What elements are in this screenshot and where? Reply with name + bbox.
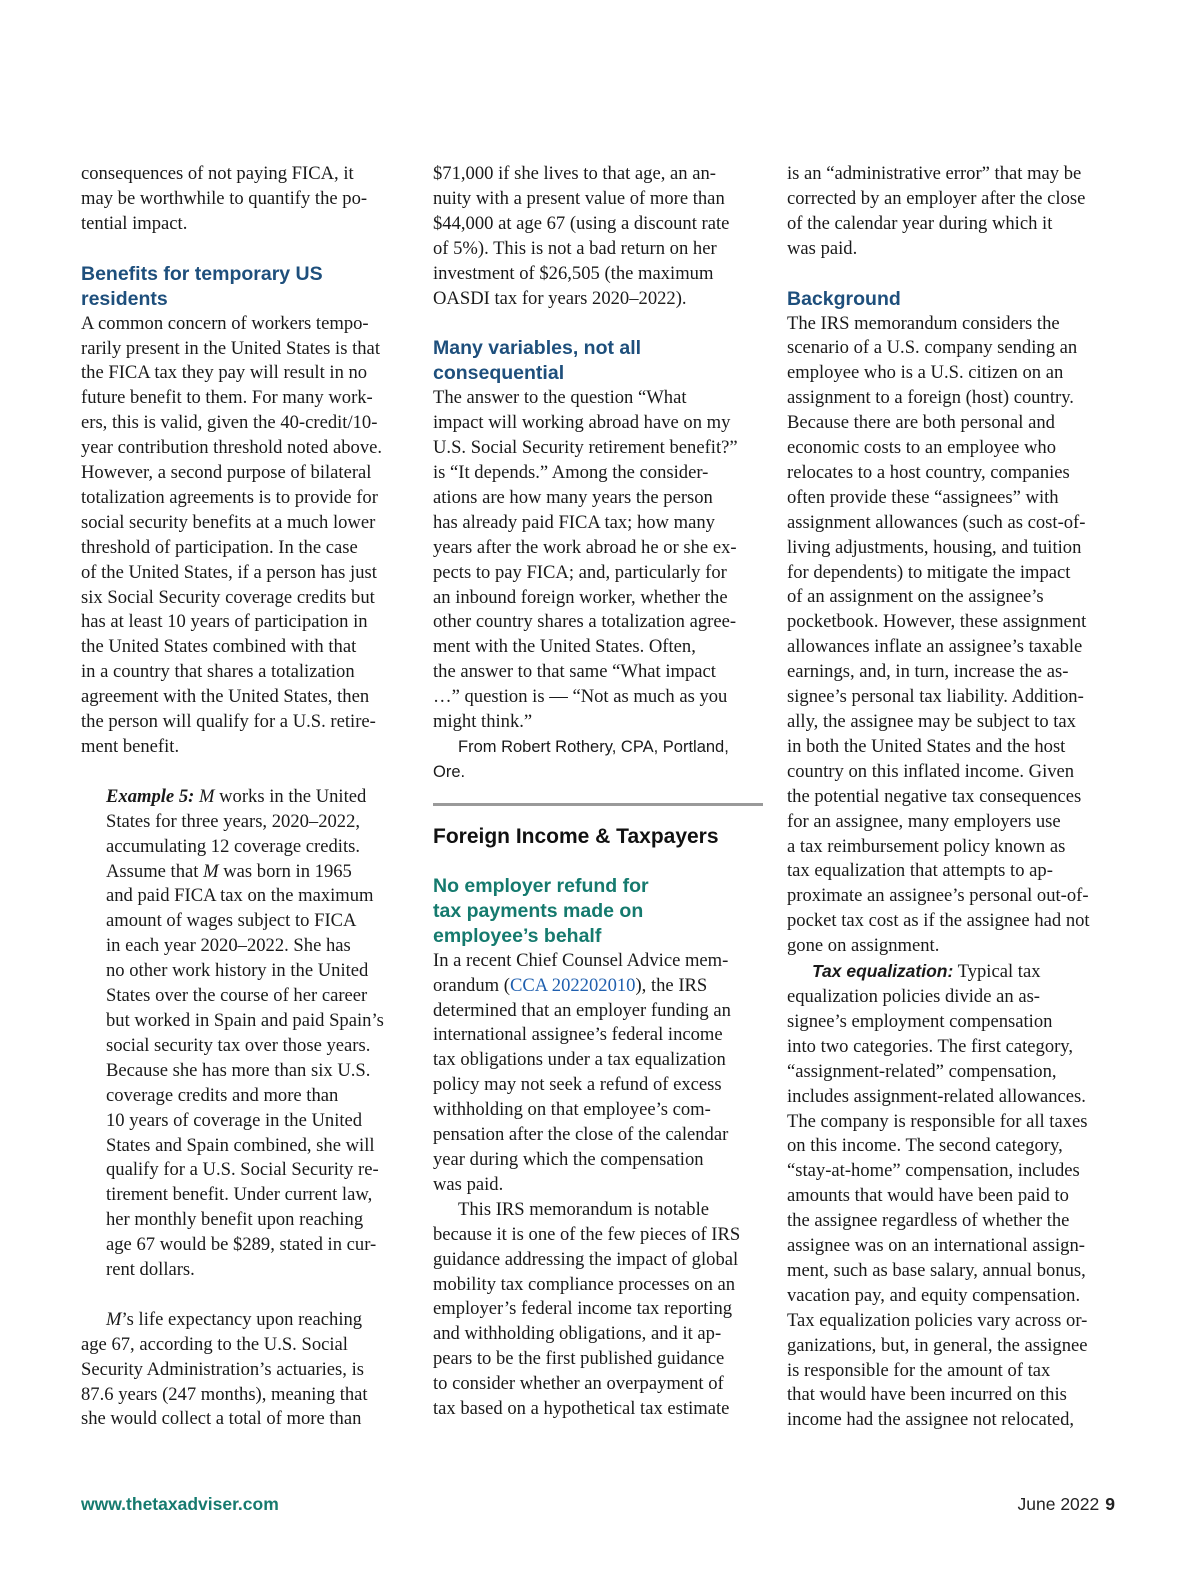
text-line: …” question is — “Not as much as you [433, 686, 728, 708]
text-line: pocketbook. However, these assignment [787, 611, 1087, 633]
text-line: corrected by an employer after the close [787, 187, 1086, 209]
text-line: ations are how many years the person [433, 486, 713, 508]
text-line: ally, the assignee may be subject to tax [787, 711, 1076, 733]
text-line: pensation after the close of the calendar [433, 1124, 729, 1146]
text-line: coverage credits and more than [106, 1084, 339, 1106]
text-line: amount of wages subject to FICA [106, 910, 357, 932]
text-line: and paid FICA tax on the maximum [106, 885, 374, 907]
column-2 [433, 162, 763, 1422]
text-line: agreement with the United States, then [81, 686, 370, 708]
text-line: social security benefits at a much lower [81, 511, 376, 533]
text-line: includes assignment-related allowances. [787, 1085, 1086, 1107]
text-line: pocket tax cost as if the assignee had not [787, 910, 1090, 932]
heading-benefits: Benefits for temporary US residents [81, 262, 323, 310]
cca-link[interactable]: CCA 202202010 [509, 974, 636, 996]
text-line: assignee was on an international assign- [787, 1235, 1085, 1257]
text-line: age 67, according to the U.S. Social [81, 1333, 348, 1355]
column-3 [787, 162, 1117, 1433]
text-line: totalization agreements is to provide for [81, 486, 378, 508]
text-line: year contribution threshold noted above. [81, 437, 383, 459]
text-line: This IRS memorandum is notable [458, 1198, 709, 1220]
text-line: into two categories. The first category, [787, 1035, 1074, 1057]
text-line: international assignee’s federal income [433, 1024, 723, 1046]
paragraph [433, 1198, 763, 1422]
text-line: determined that an employer funding an [433, 999, 731, 1021]
text-line: is an “administrative error” that may be [787, 163, 1082, 184]
heading-no-employer-refund: No employer refund for tax payments made on employee’s behalf [433, 874, 649, 947]
text-line: $44,000 at age 67 (using a discount rate [433, 212, 730, 234]
paragraph [81, 162, 411, 237]
text-line: assignment allowances (such as cost-of- [787, 511, 1086, 533]
text-line: no other work history in the United [106, 960, 369, 982]
text-line: 10 years of coverage in the United [106, 1109, 363, 1131]
text-line: Tax equalization: Typical tax [812, 961, 1041, 983]
section-title: Foreign Income & Taxpayers [433, 824, 719, 848]
paragraph [433, 386, 763, 735]
text-line: Because she has more than six U.S. [106, 1059, 371, 1081]
text-line: year during which the compensation [433, 1148, 704, 1170]
text-line: often provide these “assignees” with [787, 486, 1059, 508]
text-line: employer’s federal income tax reporting [433, 1298, 733, 1320]
text-line: signee’s employment compensation [787, 1010, 1053, 1032]
text-line: signee’s personal tax liability. Addition- [787, 686, 1084, 708]
text-line: Assume that M was born in 1965 [106, 860, 352, 882]
text-line: Security Administration’s actuaries, is [81, 1358, 364, 1380]
text-line: Tax equalization policies vary across or- [787, 1309, 1088, 1331]
text-line: was paid. [433, 1173, 504, 1195]
text-line: future benefit to them. For many work- [81, 387, 373, 409]
text-line: for dependents) to mitigate the impact [787, 561, 1071, 583]
text-line: for an assignee, many employers use [787, 810, 1061, 832]
text-line: assignment to a foreign (host) country. [787, 387, 1074, 409]
text-line: country on this inflated income. Given [787, 760, 1075, 782]
text-line: M’s life expectancy upon reaching [106, 1308, 363, 1330]
text-line: of an assignment on the assignee’s [787, 586, 1044, 608]
text-line: ganizations, but, in general, the assignee [787, 1334, 1088, 1356]
text-line: on this income. The second category, [787, 1135, 1063, 1157]
byline: From Robert Rothery, CPA, Portland, Ore. [433, 738, 729, 781]
text-line: mobility tax compliance processes on an [433, 1273, 736, 1295]
text-line: the FICA tax they pay will result in no [81, 362, 368, 384]
text-line: rarily present in the United States is that [81, 337, 380, 359]
text-line: $71,000 if she lives to that age, an an- [433, 163, 716, 184]
paragraph [787, 959, 1117, 1433]
paragraph [81, 1308, 411, 1433]
text-line: a tax reimbursement policy known as [787, 835, 1066, 857]
text-line: nuity with a present value of more than [433, 187, 725, 209]
text-line: ment, such as base salary, annual bonus, [787, 1259, 1086, 1281]
text-line: policy may not seek a refund of excess [433, 1074, 722, 1096]
text-line: The answer to the question “What [433, 387, 687, 409]
text-line: that would have been incurred on this [787, 1384, 1067, 1406]
text-line: six Social Security coverage credits but [81, 586, 375, 608]
heading-background: Background [787, 287, 901, 310]
text-line: she would collect a total of more than [81, 1408, 362, 1430]
text-line: States for three years, 2020–2022, [106, 810, 361, 832]
text-line: allowances inflate an assignee’s taxable [787, 636, 1083, 658]
text-line: has already paid FICA tax; how many [433, 511, 715, 533]
text-line: accumulating 12 coverage credits. [106, 835, 361, 857]
text-line: pears to be the first published guidance [433, 1348, 725, 1370]
text-line: OASDI tax for years 2020–2022). [433, 287, 687, 309]
text-line: guidance addressing the impact of global [433, 1248, 739, 1270]
text-line: impact will working abroad have on my [433, 412, 731, 434]
paragraph [787, 312, 1117, 960]
text-line: The IRS memorandum considers the [787, 312, 1060, 334]
text-line: of 5%). This is not a bad return on her [433, 237, 717, 259]
text-line: years after the work abroad he or she ex- [433, 536, 737, 558]
text-line: States and Spain combined, she will [106, 1134, 375, 1156]
paragraph [787, 162, 1117, 262]
text-line: relocates to a host country, companies [787, 461, 1070, 483]
text-line: qualify for a U.S. Social Security re- [106, 1159, 379, 1181]
text-line: other country shares a totalization agree- [433, 611, 737, 633]
text-line: consequences of not paying FICA, it [81, 163, 354, 184]
text-line: social security tax over those years. [106, 1034, 371, 1056]
text-line: is “It depends.” Among the consider- [433, 462, 709, 484]
text-line: earnings, and, in turn, increase the as- [787, 661, 1069, 683]
text-line: equalization policies divide an as- [787, 985, 1040, 1007]
text-line: States over the course of her career [106, 985, 368, 1007]
text-line: may be worthwhile to quantify the po- [81, 187, 368, 209]
text-line: the answer to that same “What impact [433, 661, 716, 683]
text-line: Example 5: M works in the United [106, 785, 367, 807]
text-line: in a country that shares a totalization [81, 661, 355, 683]
text-line: has at least 10 years of participation in [81, 611, 368, 633]
text-line: living adjustments, housing, and tuition [787, 536, 1082, 558]
text-line: in both the United States and the host [787, 735, 1066, 757]
text-line: ment with the United States. Often, [433, 636, 696, 658]
text-line: tirement benefit. Under current law, [106, 1184, 373, 1206]
text-line: economic costs to an employee who [787, 437, 1057, 459]
footer-date-page [1018, 1494, 1115, 1515]
text-line: Because there are both personal and [787, 412, 1055, 434]
text-line: an inbound foreign worker, whether the [433, 586, 728, 608]
issue-date: June 2022 [1017, 1494, 1100, 1514]
text-line: ment benefit. [81, 736, 180, 758]
text-line: tax equalization that attempts to ap- [787, 860, 1053, 882]
text-line: The company is responsible for all taxes [787, 1110, 1088, 1132]
text-line: is responsible for the amount of tax [787, 1359, 1051, 1381]
text-line: income had the assignee not relocated, [787, 1409, 1075, 1431]
column-1 [81, 162, 411, 1432]
text-line: age 67 would be $289, stated in cur- [106, 1234, 377, 1256]
text-line: of the calendar year during which it [787, 212, 1053, 234]
text-line: but worked in Spain and paid Spain’s [106, 1009, 384, 1031]
text-line: “stay-at-home” compensation, includes [787, 1160, 1080, 1182]
text-line: investment of $26,505 (the maximum [433, 262, 714, 284]
page-number: 9 [1105, 1494, 1115, 1514]
text-line: “assignment-related” compensation, [787, 1060, 1057, 1082]
text-line: vacation pay, and equity compensation. [787, 1284, 1081, 1306]
text-line: of the United States, if a person has just [81, 561, 377, 583]
heading-many-variables: Many variables, not all consequential [433, 337, 642, 385]
text-line: and withholding obligations, and it ap- [433, 1323, 722, 1345]
text-line: in each year 2020–2022. She has [106, 935, 351, 957]
text-line: threshold of participation. In the case [81, 536, 358, 558]
lead-in-tax-equalization: Tax equalization: [812, 961, 954, 982]
text-line: because it is one of the few pieces of IRS [433, 1223, 741, 1245]
text-line: 87.6 years (247 months), meaning that [81, 1383, 368, 1405]
text-line: tax based on a hypothetical tax estimate [433, 1398, 730, 1420]
text-line: U.S. Social Security retirement benefit?” [433, 437, 738, 459]
text-line: employee who is a U.S. citizen on an [787, 362, 1064, 384]
footer-website-link[interactable]: www.thetaxadviser.com [81, 1494, 279, 1514]
text-line: rent dollars. [106, 1259, 195, 1281]
text-line: withholding on that employee’s com- [433, 1099, 711, 1121]
text-line: ers, this is valid, given the 40-credit/10- [81, 412, 378, 434]
text-line: A common concern of workers tempo- [81, 312, 369, 334]
text-line: was paid. [787, 237, 858, 259]
text-line: However, a second purpose of bilateral [81, 462, 372, 484]
paragraph [433, 949, 763, 1198]
paragraph [81, 312, 411, 760]
text-line: might think.” [433, 711, 533, 733]
paragraph [433, 162, 763, 311]
text-line: to consider whether an overpayment of [433, 1373, 724, 1395]
text-line: her monthly benefit upon reaching [106, 1209, 364, 1231]
text-line: amounts that would have been paid to [787, 1185, 1069, 1207]
text-line: orandum (CCA 202202010), the IRS [433, 974, 708, 996]
text-line: scenario of a U.S. company sending an [787, 337, 1078, 359]
text-line: tax obligations under a tax equalization [433, 1049, 726, 1071]
text-line: pects to pay FICA; and, particularly for [433, 561, 727, 583]
text-line: tential impact. [81, 212, 188, 234]
text-line: the United States combined with that [81, 636, 357, 658]
example-5-block [81, 785, 411, 1283]
text-line: the potential negative tax consequences [787, 785, 1082, 807]
text-line: In a recent Chief Counsel Advice mem- [433, 949, 729, 971]
text-line: the person will qualify for a U.S. retire- [81, 711, 376, 733]
text-line: gone on assignment. [787, 935, 940, 957]
example-label: Example 5: [106, 785, 195, 807]
text-line: the assignee regardless of whether the [787, 1210, 1070, 1232]
text-line: proximate an assignee’s personal out-of- [787, 885, 1089, 907]
